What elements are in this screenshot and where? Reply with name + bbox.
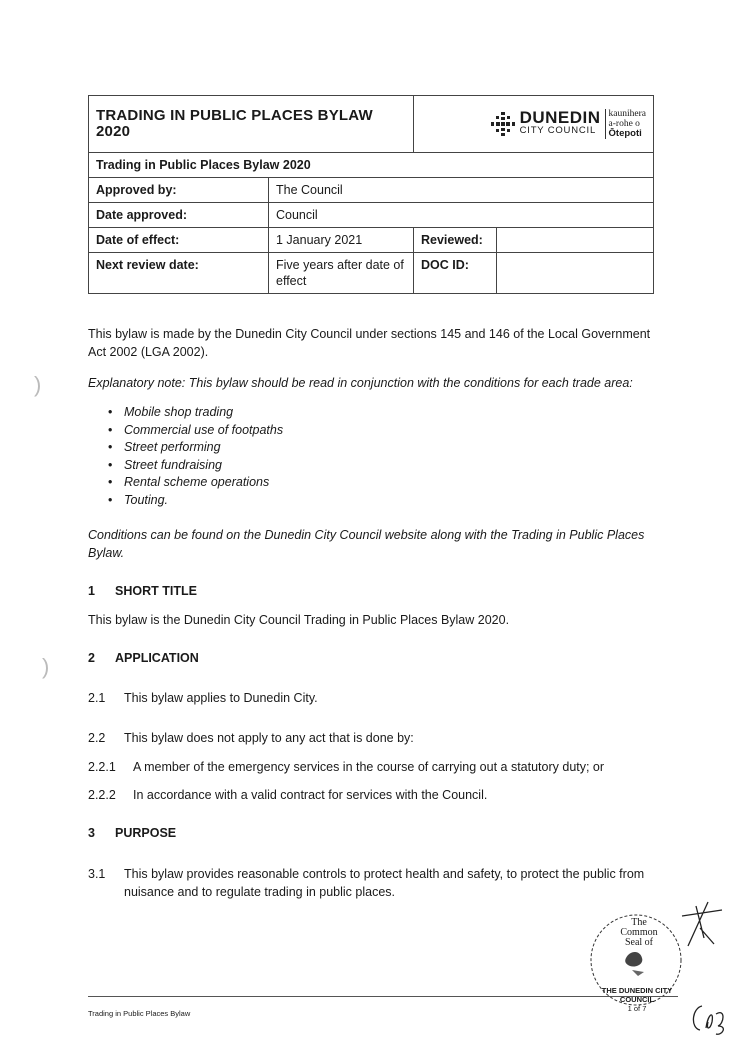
list-item: • Street fundraising: [108, 457, 283, 475]
date-approved-value: Council: [269, 203, 654, 228]
date-of-effect-value: 1 January 2021: [269, 228, 414, 253]
clause-number: 2.1: [88, 691, 106, 705]
clause-number: 3.1: [88, 867, 106, 881]
approved-by-value: The Council: [269, 178, 654, 203]
clause-text: This bylaw does not apply to any act that is done by:: [124, 731, 414, 745]
seal-line-1: The: [631, 917, 647, 928]
clause-text: A member of the emergency services in the course of carrying out a statutory duty; or: [133, 760, 605, 774]
clause-number: 2.2.1: [88, 760, 116, 774]
section-1-number: 1: [88, 584, 95, 598]
section-3-title: PURPOSE: [115, 826, 177, 840]
clause-number: 2.2: [88, 731, 106, 745]
list-item: • Mobile shop trading: [108, 404, 283, 422]
page-number: 1 of 7: [627, 1004, 647, 1013]
clause-text: This bylaw applies to Dunedin City.: [124, 691, 318, 705]
logo-maori-line2: a-rohe o: [608, 119, 640, 129]
logo-maori-line3: Ōtepoti: [608, 128, 642, 139]
section-3-number: 3: [88, 826, 95, 840]
explanatory-note: Explanatory note: This bylaw should be read in conjunction with the conditions for each trade area:: [88, 376, 633, 390]
clause-3-1: [88, 865, 658, 905]
intro-paragraph: This bylaw is made by the Dunedin City Council under sections 145 and 146 of the Local Government Act 2002 (LGA 2002).: [88, 327, 651, 359]
list-item: • Commercial use of footpaths: [108, 422, 283, 440]
seal-text-top: [614, 918, 664, 948]
reviewed-label: Reviewed:: [414, 228, 497, 253]
list-item: • Rental scheme operations: [108, 474, 283, 492]
clause-text: This bylaw provides reasonable controls to protect health and safety, to protect the public from nuisance and to regulate trading in public places.: [124, 867, 645, 899]
doc-id-value: [497, 253, 654, 294]
section-2-number: 2: [88, 651, 95, 665]
clause-number: 2.2.2: [88, 788, 116, 802]
section-1-heading: [88, 584, 197, 598]
next-review-value: Five years after date of effect: [269, 253, 414, 294]
seal-line-2: Common: [620, 927, 658, 938]
conditions-paragraph: Conditions can be found on the Dunedin City Council website along with the Trading in Public Places Bylaw.: [88, 528, 645, 560]
margin-mark: ): [34, 372, 42, 397]
initials-signature: [688, 1000, 730, 1036]
section-1-title: SHORT TITLE: [115, 584, 197, 598]
signature-mark: [678, 898, 728, 948]
seal-line-5: COUNCIL: [619, 995, 655, 1004]
footer-text: Trading in Public Places Bylaw: [88, 1009, 191, 1018]
clause-text: In accordance with a valid contract for services with the Council.: [133, 788, 488, 802]
reviewed-value: [497, 228, 654, 253]
margin-mark: ): [42, 654, 50, 679]
logo-maori-line1: kaunihera: [608, 109, 646, 119]
document-info-table: [88, 95, 654, 294]
logo-cell: [414, 96, 654, 153]
date-of-effect-label: Date of effect:: [89, 228, 269, 253]
document-title-cell: [89, 96, 414, 153]
logo-maori-text: [605, 109, 646, 139]
logo-sub-text: CITY COUNCIL: [519, 125, 597, 136]
council-emblem-icon: [490, 111, 516, 137]
seal-text-bottom: [594, 986, 680, 1013]
seal-line-4: THE DUNEDIN CITY: [601, 986, 673, 995]
approved-by-label: Approved by:: [89, 178, 269, 203]
document-title: TRADING IN PUBLIC PLACES BYLAW 2020: [96, 107, 373, 140]
logo-wordmark: [519, 108, 601, 137]
logo-main-text: DUNEDIN: [519, 108, 601, 127]
list-item: • Touting.: [108, 492, 283, 510]
section-2-heading: [88, 651, 199, 665]
seal-line-3: Seal of: [624, 937, 654, 948]
list-item: • Street performing: [108, 439, 283, 457]
section-2-title: APPLICATION: [115, 651, 199, 665]
trade-area-list: [108, 404, 283, 510]
section-1-text: This bylaw is the Dunedin City Council Trading in Public Places Bylaw 2020.: [88, 613, 510, 627]
date-approved-label: Date approved:: [89, 203, 269, 228]
dunedin-city-council-logo: [421, 109, 646, 139]
doc-id-label: DOC ID:: [414, 253, 497, 294]
document-subtitle: Trading in Public Places Bylaw 2020: [89, 153, 654, 178]
footer-divider: [88, 996, 678, 997]
section-3-heading: [88, 826, 176, 840]
next-review-label: Next review date:: [89, 253, 269, 294]
